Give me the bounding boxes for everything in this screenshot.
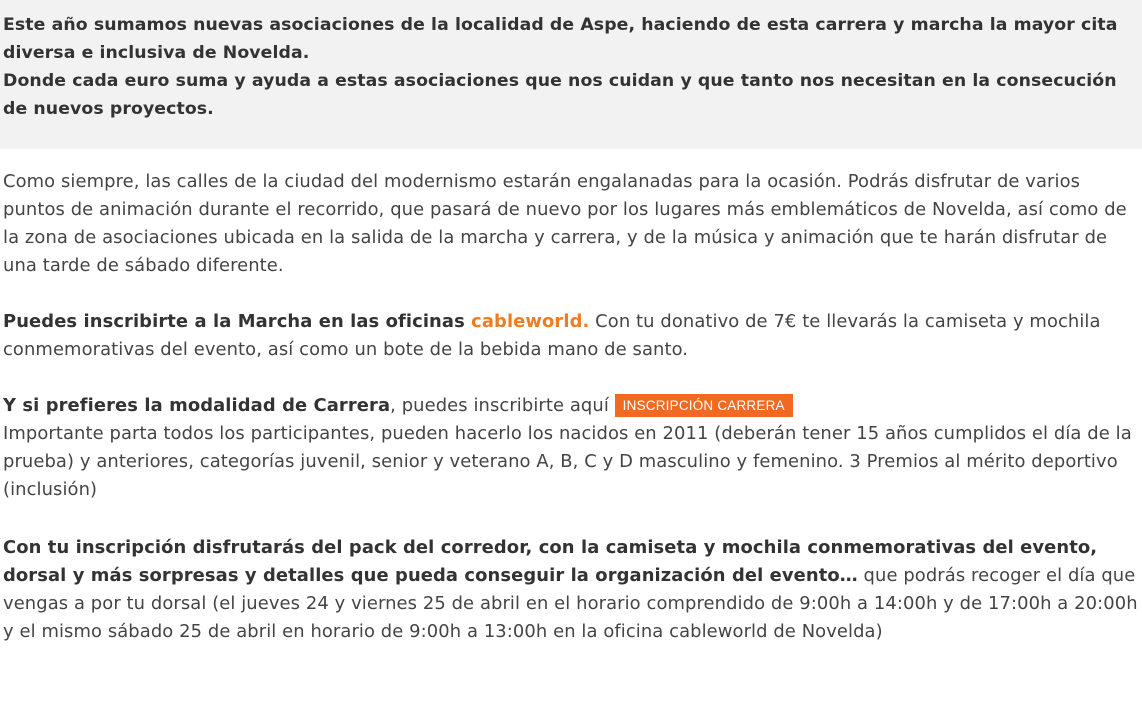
main-content (3, 168, 1139, 646)
paragraph-city-description: Como siempre, las calles de la ciudad del modernismo estarán engalanadas para la ocasión. Podrás disfrutar de varios puntos de animación durante el recorrido, que pasará de nuevo por los lugares más emblemáticos de Novelda, así como de la zona de asociaciones ubicada en la salida de la marcha y carrera, y de la música y animación que te harán disfrutar de una tarde de sábado diferente. (3, 171, 1127, 276)
march-registration-rest: Con tu donativo de 7€ te llevarás la camiseta y mochila conmemorativas del evento, así como un bote de la bebida mano de santo. (3, 311, 1101, 360)
inscripcion-carrera-button[interactable]: INSCRIPCIÓN CARRERA (615, 394, 793, 417)
runner-pack-rest: que podrás recoger el día que vengas a por tu dorsal (el jueves 24 y viernes 25 de abril en el horario comprendido de 9:00h a 14:00h y de 17:00h a 20:00h y el mismo sábado 25 de abril en horario de 9:00h a 13:00h en la oficina cableworld de Novelda) (3, 565, 1138, 642)
paragraph-participants-info: Importante parta todos los participantes, pueden hacerlo los nacidos en 2011 (deberán tener 15 años cumplidos el día de la prueba) y anteriores, categorías juvenil, senior y veterano A, B, C y D masculino y femenino. 3 Premios al mérito deportivo (inclusión) (3, 423, 1132, 500)
paragraph-race-registration (3, 392, 1139, 420)
runner-pack-bold: Con tu inscripción disfrutarás del pack del corredor, con la camiseta y mochila conmemorativas del evento, dorsal y más sorpresas y detalles que pueda conseguir la organización del evento… (3, 537, 1098, 586)
cableworld-link[interactable]: cableworld. (471, 311, 590, 332)
march-registration-bold: Puedes inscribirte a la Marcha en las oficinas (3, 311, 472, 332)
paragraph-march-registration (3, 308, 1139, 364)
intro-line-1: Este año sumamos nuevas asociaciones de la localidad de Aspe, haciendo de esta carrera y marcha la mayor cita diversa e inclusiva de Novelda. (3, 15, 1118, 63)
paragraph-runner-pack (3, 534, 1139, 646)
intro-line-2: Donde cada euro suma y ayuda a estas asociaciones que nos cuidan y que tanto nos necesitan en la consecución de nuevos proyectos. (3, 71, 1117, 119)
intro-highlight-box (0, 0, 1142, 149)
race-registration-rest: , puedes inscribirte aquí (390, 395, 615, 416)
race-registration-bold: Y si prefieres la modalidad de Carrera (3, 395, 391, 416)
